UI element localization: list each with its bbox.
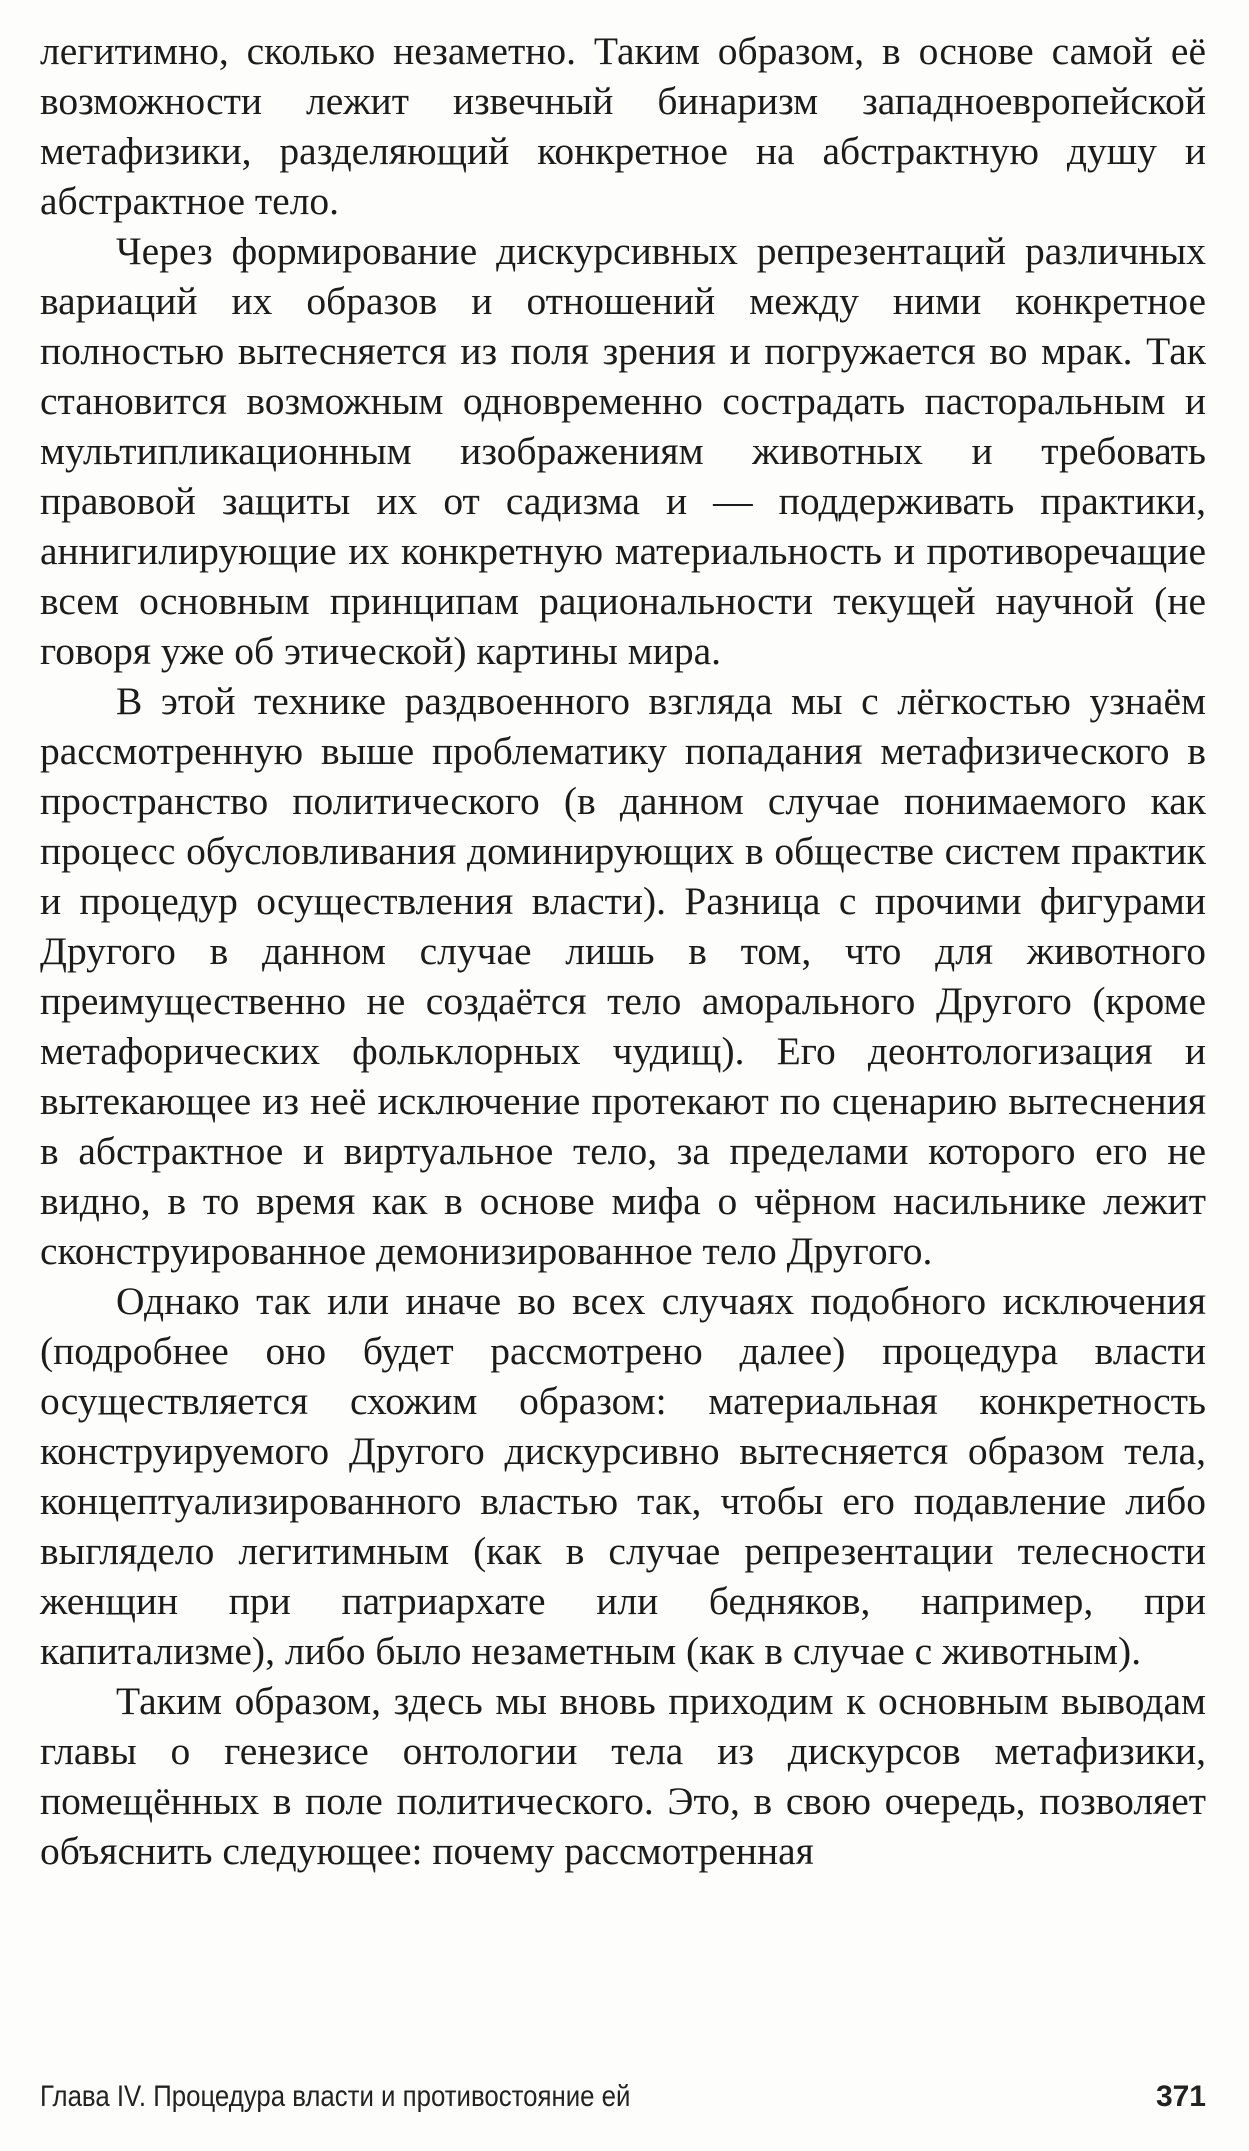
paragraph-1: легитимно, сколько незаметно. Таким образом, в основе самой её возможности лежит извечный бинаризм западноевропейской метафизики, разделяющий конкретное на абстрактную душу и абстрактное тело. <box>40 29 1206 223</box>
paragraph-3: В этой технике раздвоенного взгляда мы с лёгкостью узнаём рассмотренную выше проблематику попадания метафизического в пространство политического (в данном случае понимаемого как процесс обусловливания доминирующих в обществе систем практик и процедур осуществления власти). Разница с прочими фигурами Другого в данном случае лишь в том, что для животного преимущественно не создаётся тело аморального Другого (кроме метафорических фольклорных чудищ). Его деонтологизация и вытекающее из неё исключение протекают по сценарию вытеснения в абстрактное и виртуальное тело, за пределами которого его не видно, в то время как в основе мифа о чёрном насильнике лежит сконструированное демонизированное тело Другого. <box>40 679 1206 1273</box>
running-footer-chapter-title: Глава IV. Процедура власти и противостояние ей <box>40 2080 631 2113</box>
page-footer <box>40 2080 1206 2120</box>
paragraph-4: Однако так или иначе во всех случаях подобного исключения (подробнее оно будет рассмотрено далее) процедура власти осуществляется схожим образом: материальная конкретность конструируемого Другого дискурсивно вытесняется образом тела, концептуализированного властью так, чтобы его подавление либо выглядело легитимным (как в случае репрезентации телесности женщин при патриархате или бедняков, например, при капитализме), либо было незаметным (как в случае с животным). <box>40 1279 1206 1673</box>
body-text <box>40 26 1206 1876</box>
page-number: 371 <box>1155 2080 1206 2113</box>
paragraph-2: Через формирование дискурсивных репрезентаций различных вариаций их образов и отношений между ними конкретное полностью вытесняется из поля зрения и погружается во мрак. Так становится возможным одновременно сострадать пасторальным и мультипликационным изображениям животных и требовать правовой защиты их от садизма и — поддерживать практики, аннигилирующие их конкретную материальность и противоречащие всем основным принципам рациональности текущей научной (не говоря уже об этической) картины мира. <box>40 229 1206 673</box>
paragraph-5: Таким образом, здесь мы вновь приходим к основным выводам главы о генезисе онтологии тела из дискурсов метафизики, помещённых в поле политического. Это, в свою очередь, позволяет объяснить следующее: почему рассмотренная <box>40 1679 1206 1873</box>
